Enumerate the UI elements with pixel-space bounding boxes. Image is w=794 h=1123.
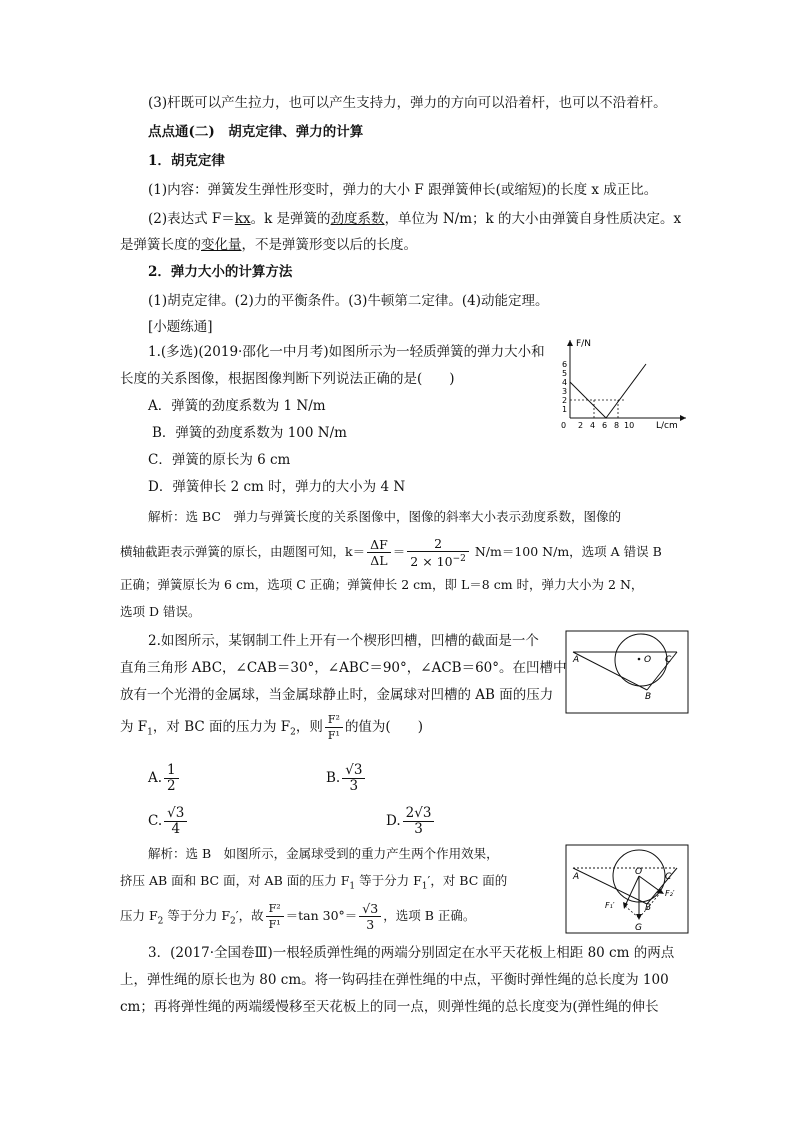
point-label: C [665,655,672,665]
force-label: F₂′ [665,889,675,898]
text-span: 等于分力 F [163,908,231,923]
option-label: B. [326,770,341,786]
option-b [326,762,367,794]
exponent: −2 [452,554,466,564]
numerator: √3 [359,901,381,917]
text-span: ′，故 [235,908,264,923]
question-2-line: 2.如图所示，某钢制工件上开有一个楔形凹槽，凹槽的截面是一个 [148,633,539,649]
solution-2-line [120,872,507,896]
underlined-answer: 劲度系数 [330,211,385,227]
gravity-arrow [636,914,642,920]
text-span: 。k 是弹簧的 [250,211,331,227]
denominator [407,552,469,569]
text-span: ＝tan 30°＝ [285,908,358,923]
point-label: C [665,872,672,882]
numerator: F² [266,901,284,917]
text-span: ′，对 BC 面的 [427,873,508,888]
wedge-groove-figure [565,630,689,714]
y-tick: 1 [562,405,568,414]
text-span: ，选项 B 正确。 [383,908,476,923]
question-2-line [120,712,423,748]
x-axis-arrow [680,415,686,421]
metal-ball [615,634,667,686]
y-tick: 2 [562,396,568,405]
y-tick: 3 [562,387,568,396]
text-span: N/m＝100 N/m，选项 A 错误 B [470,544,662,560]
text-line: (1)内容：弹簧发生弹性形变时，弹力的大小 F 跟弹簧伸长(或缩短)的长度 x 成正比。 [148,182,658,198]
denominator: 2 [167,778,176,794]
denominator: 4 [171,821,181,837]
text-line [148,210,681,228]
text-span: 压力 F [120,908,158,923]
y-axis-arrow [567,340,573,346]
subscript: 1 [349,881,356,892]
x-tick: 10 [624,421,635,430]
y-tick: 5 [562,369,568,378]
numerator: 2√3 [403,806,435,822]
fraction [266,901,284,932]
option-c [148,805,189,837]
denominator: 3 [366,917,375,932]
point-label: O [644,655,652,665]
y-tick: 6 [562,360,568,369]
fraction [164,763,179,794]
force-f1-arrow [623,902,628,909]
force-length-graph [552,334,692,434]
fraction [367,537,391,568]
x-tick: 4 [590,421,596,430]
question-3-line: cm；再将弹性绳的两端缓慢移至天花板上的同一点，则弹性绳的总长度变为(弹性绳的伸长 [120,999,659,1015]
text-span: ，不是弹簧形变以后的长度。 [241,237,417,253]
point-label: A [573,655,580,665]
question-1-line: 长度的关系图像，根据图像判断下列说法正确的是( ) [120,371,455,387]
fraction [403,806,435,837]
option-d: D．弹簧伸长 2 cm 时，弹力的大小为 4 N [148,479,406,495]
numerator: ΔF [367,537,391,553]
text-span: (2)表达式 F＝ [148,211,235,227]
solution-2-line [120,900,475,938]
subscript: 2 [230,916,236,927]
numerator: 2 [407,536,469,552]
denominator: F¹ [268,918,281,931]
force-f2-vector [639,876,661,892]
ball-center [638,658,641,661]
denominator: F¹ [327,729,340,742]
force-decomposition-figure [565,844,689,934]
solution-1-formula-line [120,536,662,569]
subscript: 2 [157,916,164,927]
fraction [325,712,343,743]
text-span: 挤压 AB 面和 BC 面，对 AB 面的压力 F [120,873,350,888]
option-label: D. [386,813,401,829]
figure-frame [566,631,688,713]
text-line [120,236,417,254]
text-span: ，则 [295,719,323,735]
text-line: (3)杆既可以产生拉力，也可以产生支持力，弹力的方向可以沿着杆，也可以不沿着杆。 [148,95,667,111]
x-ticks [578,421,634,430]
point-label: O [635,867,643,877]
x-tick: 8 [614,421,620,430]
text-line: [小题练通] [148,319,213,335]
origin-label: 0 [561,421,567,430]
text-span: 的值为( ) [344,719,423,735]
point-label: B [645,692,652,702]
subscript: 1 [147,727,153,738]
numerator: √3 [164,806,187,822]
subsection-heading: 2．弹力大小的计算方法 [148,264,293,280]
option-label: C. [148,813,163,829]
option-b: B．弹簧的劲度系数为 100 N/m [152,425,347,441]
text-span: 2 × 10 [410,554,453,570]
question-2-line: 直角三角形 ABC，∠CAB＝30°，∠ABC＝90°，∠ACB＝60°。在凹槽中 [120,660,567,676]
denominator: 3 [349,778,359,794]
underlined-answer: kx [234,211,251,227]
option-label: A. [148,770,163,786]
fraction [342,763,365,794]
question-2-line: 放有一个光滑的金属球，当金属球静止时，金属球对凹槽的 AB 面的压力 [120,687,554,703]
underlined-answer: 变化量 [201,237,242,253]
subscript: 2 [290,727,296,738]
text-span: 为 F [120,719,148,735]
y-ticks [562,360,567,414]
option-a [148,762,181,794]
x-axis-label: L/cm [656,421,678,431]
denominator: 3 [414,821,423,837]
solution-1-line: 解析：选 BC 弹力与弹簧长度的关系图像中，图像的斜率大小表示劲度系数，图像的 [148,509,621,524]
question-1-line: 1.(多选)(2019·邵化一中月考)如图所示为一轻质弹簧的弹力大小和 [148,344,545,360]
text-line: (1)胡克定律。(2)力的平衡条件。(3)牛顿第二定律。(4)动能定理。 [148,293,549,309]
point-label: A [573,872,580,882]
option-c: C．弹簧的原长为 6 cm [148,452,291,468]
subscript: 1 [421,881,428,892]
groove-side-ab [573,652,647,690]
y-axis-label: F/N [576,339,591,349]
fraction [359,901,381,932]
subsection-heading: 1．胡克定律 [148,153,225,169]
denominator: ΔL [370,553,388,569]
numerator: 1 [164,763,179,779]
parallelogram-edge [625,906,639,918]
option-a: A．弹簧的劲度系数为 1 N/m [148,398,326,414]
question-3-line: 上，弹性绳的原长也为 80 cm。将一钩码挂在弹性绳的中点，平衡时弹性绳的总长度为 100 [120,972,669,988]
solution-2-line: 解析：选 B 如图所示，金属球受到的重力产生两个作用效果， [148,846,499,861]
text-span: 横轴截距表示弹簧的原长，由题图可知，k＝ [120,544,366,560]
text-span: ，对 BC 面的压力为 F [152,719,291,735]
x-tick: 6 [602,421,608,430]
solution-1-line: 正确；弹簧原长为 6 cm，选项 C 正确；弹簧伸长 2 cm，即 L＝8 cm 时，弹力大小为 2 N， [120,577,644,592]
text-span: ，单位为 N/m；k 的大小由弹簧自身性质决定。x [384,211,682,227]
option-d [386,805,436,837]
text-span: 是弹簧长度的 [120,237,201,253]
x-tick: 2 [578,421,584,430]
solution-1-line: 选项 D 错误。 [120,604,201,619]
point-label: B [645,903,652,913]
numerator: √3 [342,763,365,779]
text-span: ＝ [392,544,406,560]
fraction [407,536,469,569]
question-3-line: 3．(2017·全国卷Ⅲ)一根轻质弹性绳的两端分别固定在水平天花板上相距 80 cm 的两点 [148,945,675,961]
text-span: 等于分力 F [355,873,422,888]
point-label: G [635,923,642,933]
force-label: F₁′ [605,901,615,910]
numerator: F² [325,712,343,728]
fraction [164,806,187,837]
force-curve [570,364,646,418]
y-tick: 4 [562,378,568,387]
section-heading: 点点通(二) 胡克定律、弹力的计算 [148,124,364,140]
